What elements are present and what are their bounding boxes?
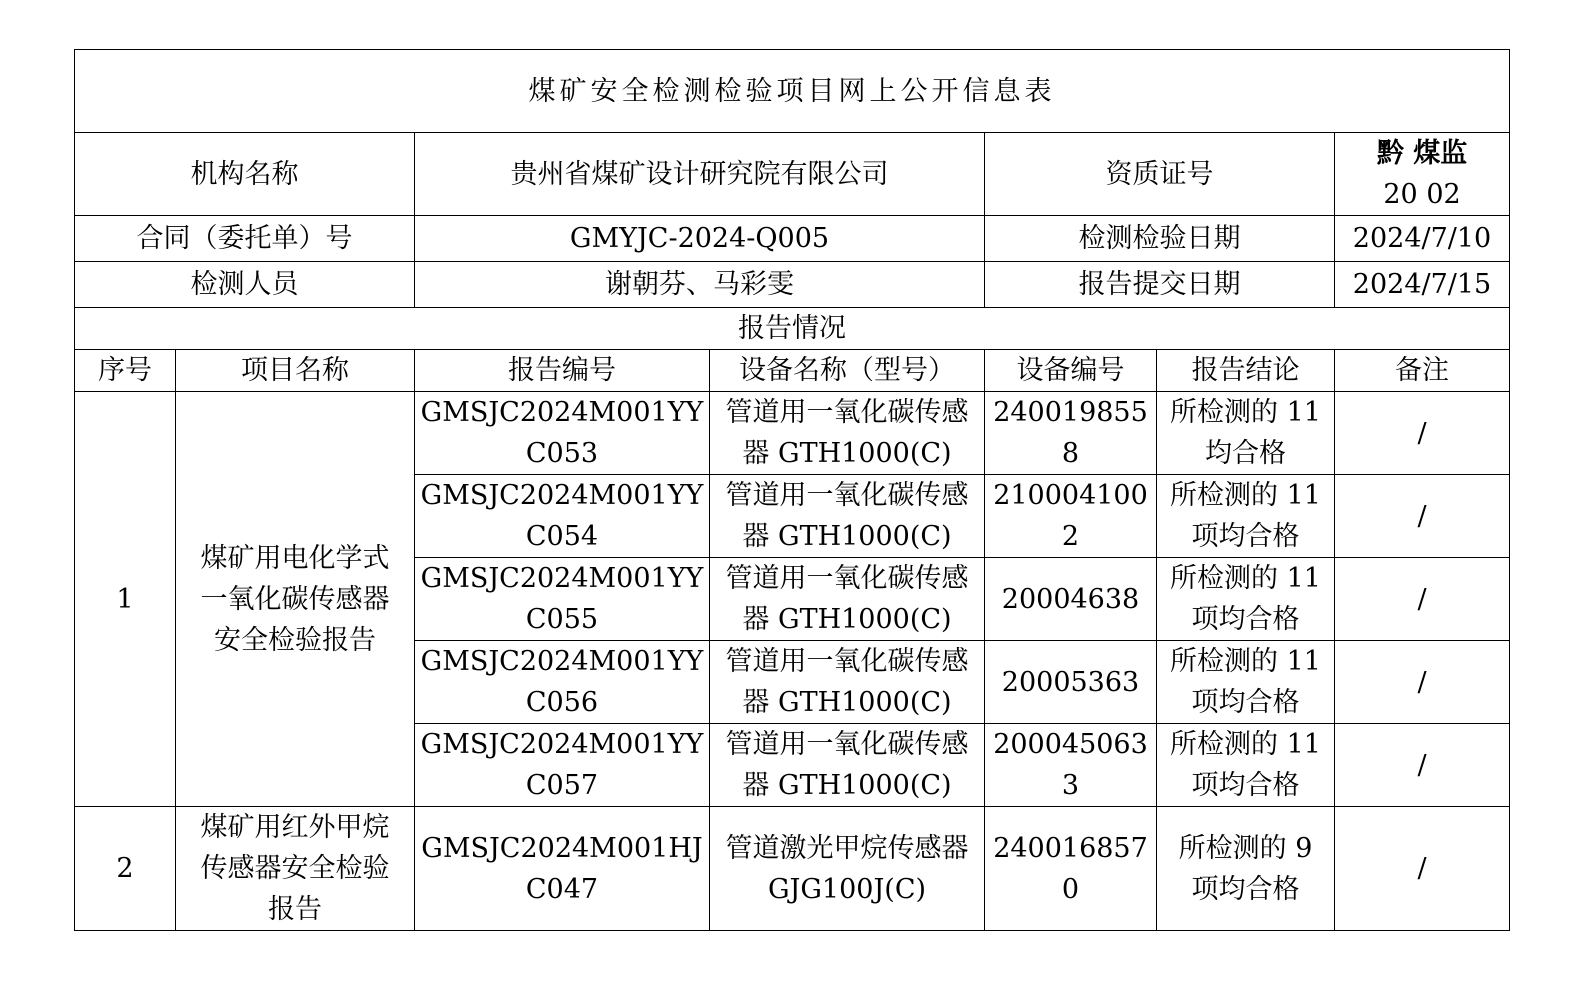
contract-label: 合同（委托单）号 (75, 216, 415, 262)
conclusion: 所检测的 11 项均合格 (1157, 475, 1335, 558)
project-name: 煤矿用红外甲烷传感器安全检验报告 (176, 807, 415, 931)
device-name: 管道用一氧化碳传感器 GTH1000(C) (710, 724, 985, 807)
section-title: 报告情况 (75, 308, 1510, 350)
col-header-remark: 备注 (1335, 350, 1510, 392)
table-row (75, 807, 1510, 931)
remark: / (1335, 475, 1510, 558)
device-name: 管道用一氧化碳传感器 GTH1000(C) (710, 475, 985, 558)
remark: / (1335, 724, 1510, 807)
col-header-device-no: 设备编号 (985, 350, 1157, 392)
device-name: 管道用一氧化碳传感器 GTH1000(C) (710, 392, 985, 475)
qual-label: 资质证号 (985, 133, 1335, 216)
remark: / (1335, 558, 1510, 641)
contract-value: GMYJC-2024-Q005 (415, 216, 985, 262)
remark: / (1335, 807, 1510, 931)
org-value: 贵州省煤矿设计研究院有限公司 (415, 133, 985, 216)
col-header-seq: 序号 (75, 350, 176, 392)
remark: / (1335, 641, 1510, 724)
conclusion: 所检测的 11 项均合格 (1157, 641, 1335, 724)
info-table (74, 49, 1510, 931)
test-date-label: 检测检验日期 (985, 216, 1335, 262)
table-row (75, 392, 1510, 475)
remark: / (1335, 392, 1510, 475)
device-name: 管道用一氧化碳传感器 GTH1000(C) (710, 558, 985, 641)
col-header-project: 项目名称 (176, 350, 415, 392)
submit-date-value: 2024/7/15 (1335, 262, 1510, 308)
page-title: 煤矿安全检测检验项目网上公开信息表 (75, 50, 1510, 133)
project-seq: 2 (75, 807, 176, 931)
qual-line1: 黔 煤监 (1376, 138, 1468, 169)
report-no: GMSJC2024M001YYC056 (415, 641, 710, 724)
staff-label: 检测人员 (75, 262, 415, 308)
staff-value: 谢朝芬、马彩雯 (415, 262, 985, 308)
report-no: GMSJC2024M001HJC047 (415, 807, 710, 931)
conclusion: 所检测的 11 项均合格 (1157, 724, 1335, 807)
qual-value (1335, 133, 1510, 216)
col-header-report-no: 报告编号 (415, 350, 710, 392)
device-name: 管道用一氧化碳传感器 GTH1000(C) (710, 641, 985, 724)
device-no: 2400198558 (985, 392, 1157, 475)
col-header-conclusion: 报告结论 (1157, 350, 1335, 392)
report-no: GMSJC2024M001YYC057 (415, 724, 710, 807)
submit-date-label: 报告提交日期 (985, 262, 1335, 308)
device-no: 20004638 (985, 558, 1157, 641)
device-no: 20005363 (985, 641, 1157, 724)
device-no: 2400168570 (985, 807, 1157, 931)
device-name: 管道激光甲烷传感器 GJG100J(C) (710, 807, 985, 931)
report-no: GMSJC2024M001YYC054 (415, 475, 710, 558)
conclusion: 所检测的 11 项均合格 (1157, 558, 1335, 641)
report-no: GMSJC2024M001YYC055 (415, 558, 710, 641)
org-label: 机构名称 (75, 133, 415, 216)
col-header-device: 设备名称（型号） (710, 350, 985, 392)
test-date-value: 2024/7/10 (1335, 216, 1510, 262)
project-seq: 1 (75, 392, 176, 807)
qual-line2: 20 02 (1383, 179, 1461, 210)
conclusion: 所检测的 9 项均合格 (1157, 807, 1335, 931)
device-no: 2100041002 (985, 475, 1157, 558)
device-no: 2000450633 (985, 724, 1157, 807)
report-no: GMSJC2024M001YYC053 (415, 392, 710, 475)
project-name: 煤矿用电化学式一氧化碳传感器安全检验报告 (176, 392, 415, 807)
conclusion: 所检测的 11 均合格 (1157, 392, 1335, 475)
